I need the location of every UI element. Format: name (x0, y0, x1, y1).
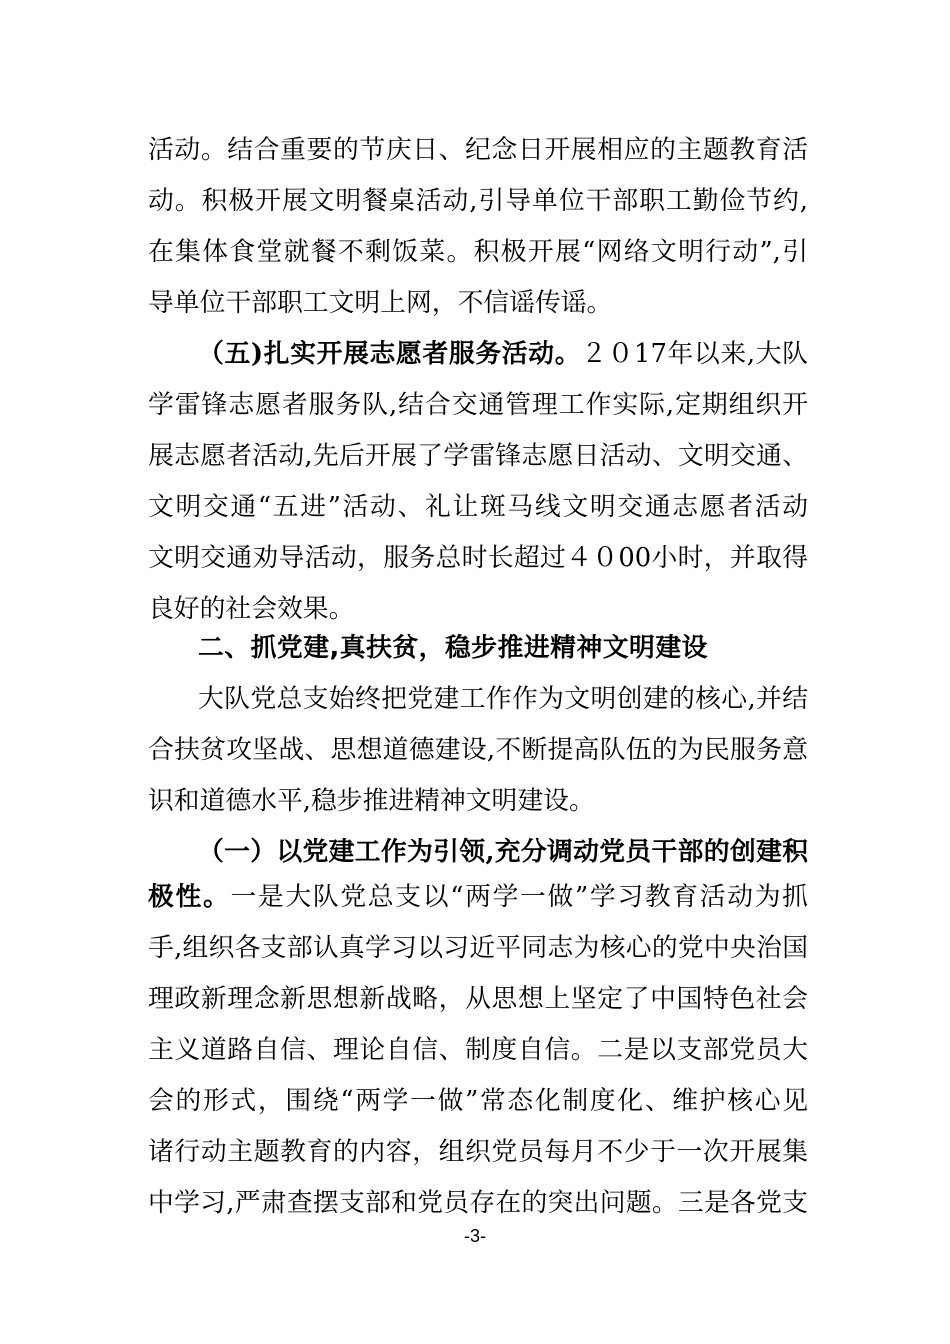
paragraph-line: 合扶贫攻坚战、思想道德建设,不断提高队伍的为民服务意 (148, 735, 808, 765)
paragraph-line: 在集体食堂就餐不剩饭菜。积极开展“网络文明行动”,引 (148, 237, 808, 267)
paragraph-line: 会的形式，围绕“两学一做”常态化制度化、维护核心见 (148, 1086, 808, 1116)
paragraph-line: 动。积极开展文明餐桌活动,引导单位干部职工勤俭节约, (148, 186, 808, 216)
paragraph-line: 中学习,严肃查摆支部和党员存在的突出问题。三是各党支 (148, 1188, 808, 1218)
page-number: -3- (464, 1226, 486, 1246)
paragraph-line: 理政新理念新思想新战略，从思想上坚定了中国特色社会 (148, 984, 808, 1014)
subsection-title-end: 极性。 (148, 882, 231, 912)
paragraph-text: 一是大队党总支以“两学一做”学习教育活动为抓 (230, 882, 808, 912)
paragraph-line: 手,组织各支部认真学习以习近平同志为核心的党中央治国 (148, 933, 808, 963)
paragraph-line: 导单位干部职工文明上网，不信谣传谣。 (148, 288, 613, 318)
paragraph-line: 文明交通劝导活动，服务总时长超过４０00小时，并取得 (148, 543, 808, 573)
subsection-title: （一）以党建工作为引领,充分调动党员干部的创建积 (198, 837, 808, 867)
section-heading: 二、抓党建,真扶贫，稳步推进精神文明建设 (198, 633, 708, 663)
paragraph-line: 良好的社会效果。 (148, 594, 355, 624)
paragraph-line: 诸行动主题教育的内容，组织党员每月不少于一次开展集 (148, 1137, 808, 1167)
paragraph-line (148, 877, 808, 917)
paragraph-first-line (198, 334, 808, 374)
paragraph-line: 识和道德水平,稳步推进精神文明建设。 (148, 786, 595, 816)
paragraph-line: 文明交通“五进”活动、礼让斑马线文明交通志愿者活动 (148, 492, 808, 522)
paragraph-line: 主义道路自信、理论自信、制度自信。二是以支部党员大 (148, 1035, 808, 1065)
paragraph-line: 活动。结合重要的节庆日、纪念日开展相应的主题教育活 (148, 135, 808, 165)
paragraph-text: ２０17年以来,大队 (581, 339, 808, 369)
subsection-title: （五)扎实开展志愿者服务活动。 (198, 339, 582, 369)
paragraph-line: 学雷锋志愿者服务队,结合交通管理工作实际,定期组织开 (148, 390, 808, 420)
paragraph-line: 大队党总支始终把党建工作作为文明创建的核心,并结 (198, 684, 808, 714)
paragraph-line: 展志愿者活动,先后开展了学雷锋志愿日活动、文明交通、 (148, 441, 808, 471)
